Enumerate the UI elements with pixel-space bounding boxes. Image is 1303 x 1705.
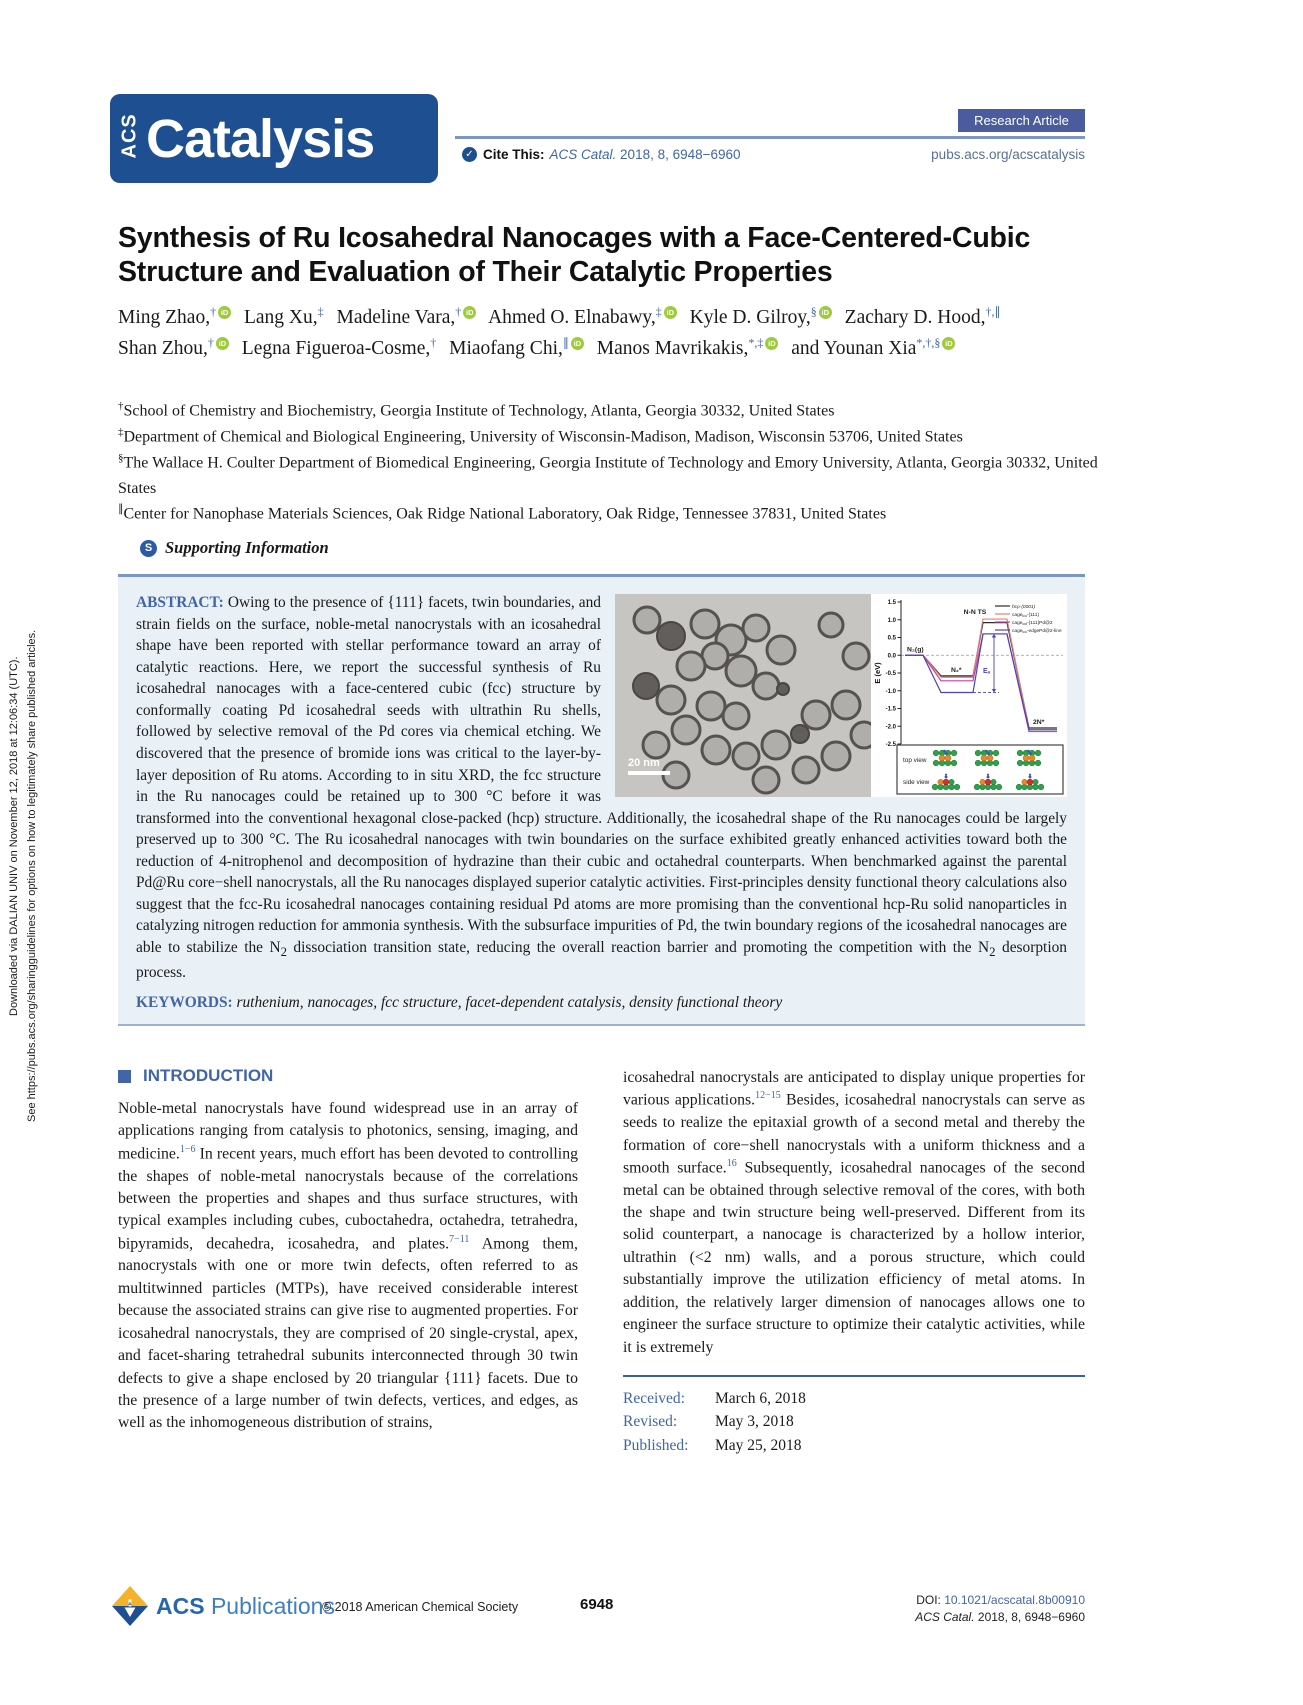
- author: Miaofang Chi,∥ iD: [449, 338, 584, 359]
- cite-this-label: Cite This:: [483, 147, 545, 162]
- affiliation: ∥Center for Nanophase Materials Sciences, Oak Ridge National Laboratory, Oak Ridge, Tennessee 37831, United States: [118, 503, 887, 523]
- cite-this-line[interactable]: [462, 147, 741, 162]
- section-marker-icon: [118, 1070, 131, 1083]
- author: and Younan Xia*,†,§ iD: [791, 338, 955, 359]
- article-dates: Received: March 6, 2018 Revised: May 3, 2018 Published: May 25, 2018: [623, 1375, 1085, 1457]
- reference-link[interactable]: 7−11: [449, 1233, 470, 1245]
- cite-reference[interactable]: ACS Catal. 2018, 8, 6948−6960: [549, 147, 741, 162]
- affiliation: †School of Chemistry and Biochemistry, Georgia Institute of Technology, Atlanta, Georgia 30332, United States: [118, 400, 835, 420]
- keywords-line: KEYWORDS: ruthenium, nanocages, fcc structure, facet-dependent catalysis, density functional theory: [136, 993, 783, 1011]
- copyright-notice: © 2018 American Chemical Society: [322, 1600, 519, 1614]
- svg-text:-2.0: -2.0: [885, 724, 896, 731]
- abstract-text: ABSTRACT: Owing to the presence of {111} facets, twin boundaries, and strain fields on the surface, noble-metal nanocrystals with an icosahedral shape have been reported with stellar performance toward an array of catalytic reactions. Here, we report the successful synthesis of Ru icosahedral nanocages with a face-centered cubic (fcc) structure by conformally coating Pd icosahedral seeds with ultrathin Ru shells, followed by selective removal of the Pd cores via chemical etching. We discovered that the presence of bromide ions was critical to the layer-by-layer deposition of Ru atoms. According to in situ XRD, the fcc structure in the Ru nanocages could be retained up to 300 °C before it was transformed into the conventional hexagonal close-packed (hcp) structure. Additionally, the icosahedral shape of the Ru nanocages could be largely preserved up to 300 °C. The Ru icosahedral nanocages with twin boundaries on the surface exhibited greatly enhanced activities toward both the reduction of 4-nitrophenol and decomposition of hydrazine than their cubic and octahedral counterparts. When benchmarked against the parental Pd@Ru core−shell nanocrystals, all the Ru nanocages displayed superior catalytic activities. First-principles density functional theory calculations also suggest that the fcc-Ru icosahedral nanocages containing residual Pd atoms are more promising than the conventional hcp-Ru solid nanoparticles in catalyzing nitrogen reduction for ammonia synthesis. With the subsurface impurities of Pd, the twin boundary regions of the icosahedral nanocages are able to stabilize the $N_2$ dissociation transition state, reducing the overall reaction barrier and promoting the competition with the $N_2$ desorption process.: [136, 594, 1067, 982]
- page-title: Synthesis of Ru Icosahedral Nanocages with a Face-Centered-Cubic Structure and Evaluation of Their Catalytic Properties: [118, 222, 1031, 289]
- orcid-icon[interactable]: iD: [218, 306, 231, 319]
- research-article-badge: Research Article: [958, 109, 1085, 132]
- abstract-section: [118, 574, 1085, 1026]
- orcid-icon[interactable]: iD: [942, 337, 955, 350]
- acs-logo-text: ACS: [118, 113, 141, 159]
- inset-top-view-label: top view: [903, 757, 927, 764]
- acs-catalysis-logo[interactable]: [110, 94, 438, 183]
- svg-text:cageico-{111}: cage$_{ico}$-{111}: [1012, 612, 1039, 618]
- svg-text:-1.5: -1.5: [885, 706, 896, 713]
- abstract-graphic: [615, 594, 1067, 797]
- supporting-information-link[interactable]: S Supporting Information: [140, 538, 329, 558]
- affiliation-list: [118, 398, 1098, 527]
- reference-link[interactable]: 1−6: [179, 1143, 196, 1155]
- svg-text:-2.5: -2.5: [885, 742, 896, 749]
- journal-name: Catalysis: [146, 108, 375, 169]
- author: Manos Mavrikakis,*,‡ iD: [597, 338, 779, 359]
- reference-link[interactable]: 12−15: [755, 1090, 781, 1102]
- acs-publications-logo[interactable]: ▵ ACS Publications: [112, 1586, 335, 1626]
- doi-block: DOI: 10.1021/acscatal.8b00910 ACS Catal. 2018, 8, 6948−6960: [915, 1593, 1085, 1625]
- svg-text:N₂(g): N₂(g): [907, 646, 924, 654]
- inset-side-view-label: side view: [903, 779, 930, 786]
- orcid-icon[interactable]: iD: [571, 337, 584, 350]
- supporting-info-icon: S: [140, 540, 157, 557]
- svg-text:0.0: 0.0: [887, 653, 896, 660]
- author: Legna Figueroa-Cosme,†: [241, 335, 437, 359]
- acs-diamond-icon: [112, 1586, 148, 1626]
- svg-text:-1.0: -1.0: [885, 688, 896, 695]
- download-note: Downloaded via DALIAN UNIV on November 12, 2018 at 12:06:34 (UTC).: [8, 656, 20, 1016]
- svg-text:1.0: 1.0: [887, 617, 896, 624]
- svg-text:cageoct-{111}Pd@2: cage$_{oct}$-{111}Pd@2: [1012, 620, 1053, 626]
- author: Shan Zhou,† iD: [118, 338, 229, 359]
- orcid-icon[interactable]: iD: [819, 306, 832, 319]
- svg-text:N₂*: N₂*: [951, 666, 962, 674]
- author: Lang Xu,‡: [243, 304, 324, 328]
- energy-diagram-chart: [871, 594, 1067, 797]
- author-list: [118, 302, 1093, 365]
- intro-left-column: Noble-metal nanocrystals have found widespread use in an array of applications ranging from catalysis to photonics, sensing, imaging, and medicine.$^{1-6}$ In recent years, much effort has been devoted to controlling the shapes of noble-metal nanocrystals because of the correlations between the properties and shapes and thus surface structures, with typical examples including cubes, cuboctahedra, octahedra, tetrahedra, bipyramids, decahedra, icosahedra, and plates.$^{7-11}$ Among them, nanocrystals with one or more twin defects, often referred to as multitwinned particles (MTPs), have received considerable interest because the associated strains can give rise to augmented properties. For icosahedral nanocrystals, they are comprised of 20 single-crystal, apex, and facet-sharing tetrahedral subunits interconnected through 30 twin defects to give a shape enclosed by 20 triangular {111} facets. Due to the presence of a large number of twin defects, vertices, and edges, as well as the inhomogeneous distribution of strains,: [118, 1100, 578, 1432]
- author: Zachary D. Hood,†,∥: [844, 304, 1001, 328]
- affiliation: ‡Department of Chemical and Biological Engineering, University of Wisconsin-Madison, Madison, Wisconsin 53706, United States: [118, 425, 963, 446]
- svg-text:E (eV): E (eV): [873, 662, 882, 684]
- svg-text:-0.5: -0.5: [885, 671, 896, 678]
- cite-this-icon: ✓: [462, 147, 477, 162]
- page-number: 6948: [580, 1596, 614, 1613]
- svg-text:N-N TS: N-N TS: [963, 609, 987, 616]
- author: Madeline Vara,† iD: [336, 307, 476, 328]
- svg-text:0.5: 0.5: [887, 635, 896, 642]
- orcid-icon[interactable]: iD: [463, 306, 476, 319]
- scale-bar: [628, 771, 670, 775]
- author: Ahmed O. Elnabawy,‡ iD: [488, 307, 677, 328]
- svg-text:cageico-edgePd@2-line: cage$_{ico}$-edgePd@2-line: [1012, 628, 1062, 634]
- journal-url-link[interactable]: pubs.acs.org/acscatalysis: [931, 147, 1085, 162]
- header-divider: [455, 136, 1085, 139]
- atomic-structure-inset: [897, 745, 1063, 794]
- orcid-icon[interactable]: iD: [216, 337, 229, 350]
- reference-link[interactable]: 16: [726, 1157, 737, 1169]
- svg-text:2N*: 2N*: [1033, 719, 1045, 727]
- svg-text:1.5: 1.5: [887, 600, 896, 607]
- author: Kyle D. Gilroy,§ iD: [690, 307, 832, 328]
- affiliation: §The Wallace H. Coulter Department of Biomedical Engineering, Georgia Institute of Technology and Emory University, Atlanta, Georgia 30332, United States: [118, 451, 1098, 497]
- orcid-icon[interactable]: iD: [664, 306, 677, 319]
- svg-text:Eₐ: Eₐ: [983, 668, 991, 675]
- section-heading-introduction: INTRODUCTION: [118, 1066, 273, 1086]
- scale-bar-label: 20 nm: [628, 757, 660, 769]
- svg-text:▵: ▵: [128, 1601, 132, 1607]
- orcid-icon[interactable]: iD: [765, 337, 778, 350]
- sharing-guidelines-link[interactable]: See https://pubs.acs.org/sharingguidelines for options on how to legitimately share published articles.: [26, 629, 38, 1122]
- tem-image: [615, 594, 871, 797]
- doi-link[interactable]: 10.1021/acscatal.8b00910: [944, 1593, 1085, 1607]
- svg-text:hcp-(0001): hcp-(0001): [1012, 604, 1036, 610]
- intro-right-column: icosahedral nanocrystals are anticipated to display unique properties for various applications.$^{12-15}$ Besides, icosahedral nanocrystals can serve as seeds to realize the epitaxial growth of a second metal and thereby the formation of core−shell nanocrystals with a uniform thickness and a smooth surface.$^{16}$ Subsequently, icosahedral nanocages of the second metal can be obtained through selective removal of the cores, with both the shape and twin structure being well-preserved. Different from its solid counterpart, a nanocage is characterized by a hollow interior, ultrathin (<2 nm) walls, and a porous structure, which could substantially improve the utilization efficiency of metal atoms. In addition, the relatively larger dimension of nanocages allows one to engineer the surface structure to optimize their catalytic activities, while it is extremely Received: March 6, 2018 Revised: May 3, 2018 Published: May 25, 2018: [623, 1067, 1085, 1457]
- author: Ming Zhao,† iD: [118, 307, 231, 328]
